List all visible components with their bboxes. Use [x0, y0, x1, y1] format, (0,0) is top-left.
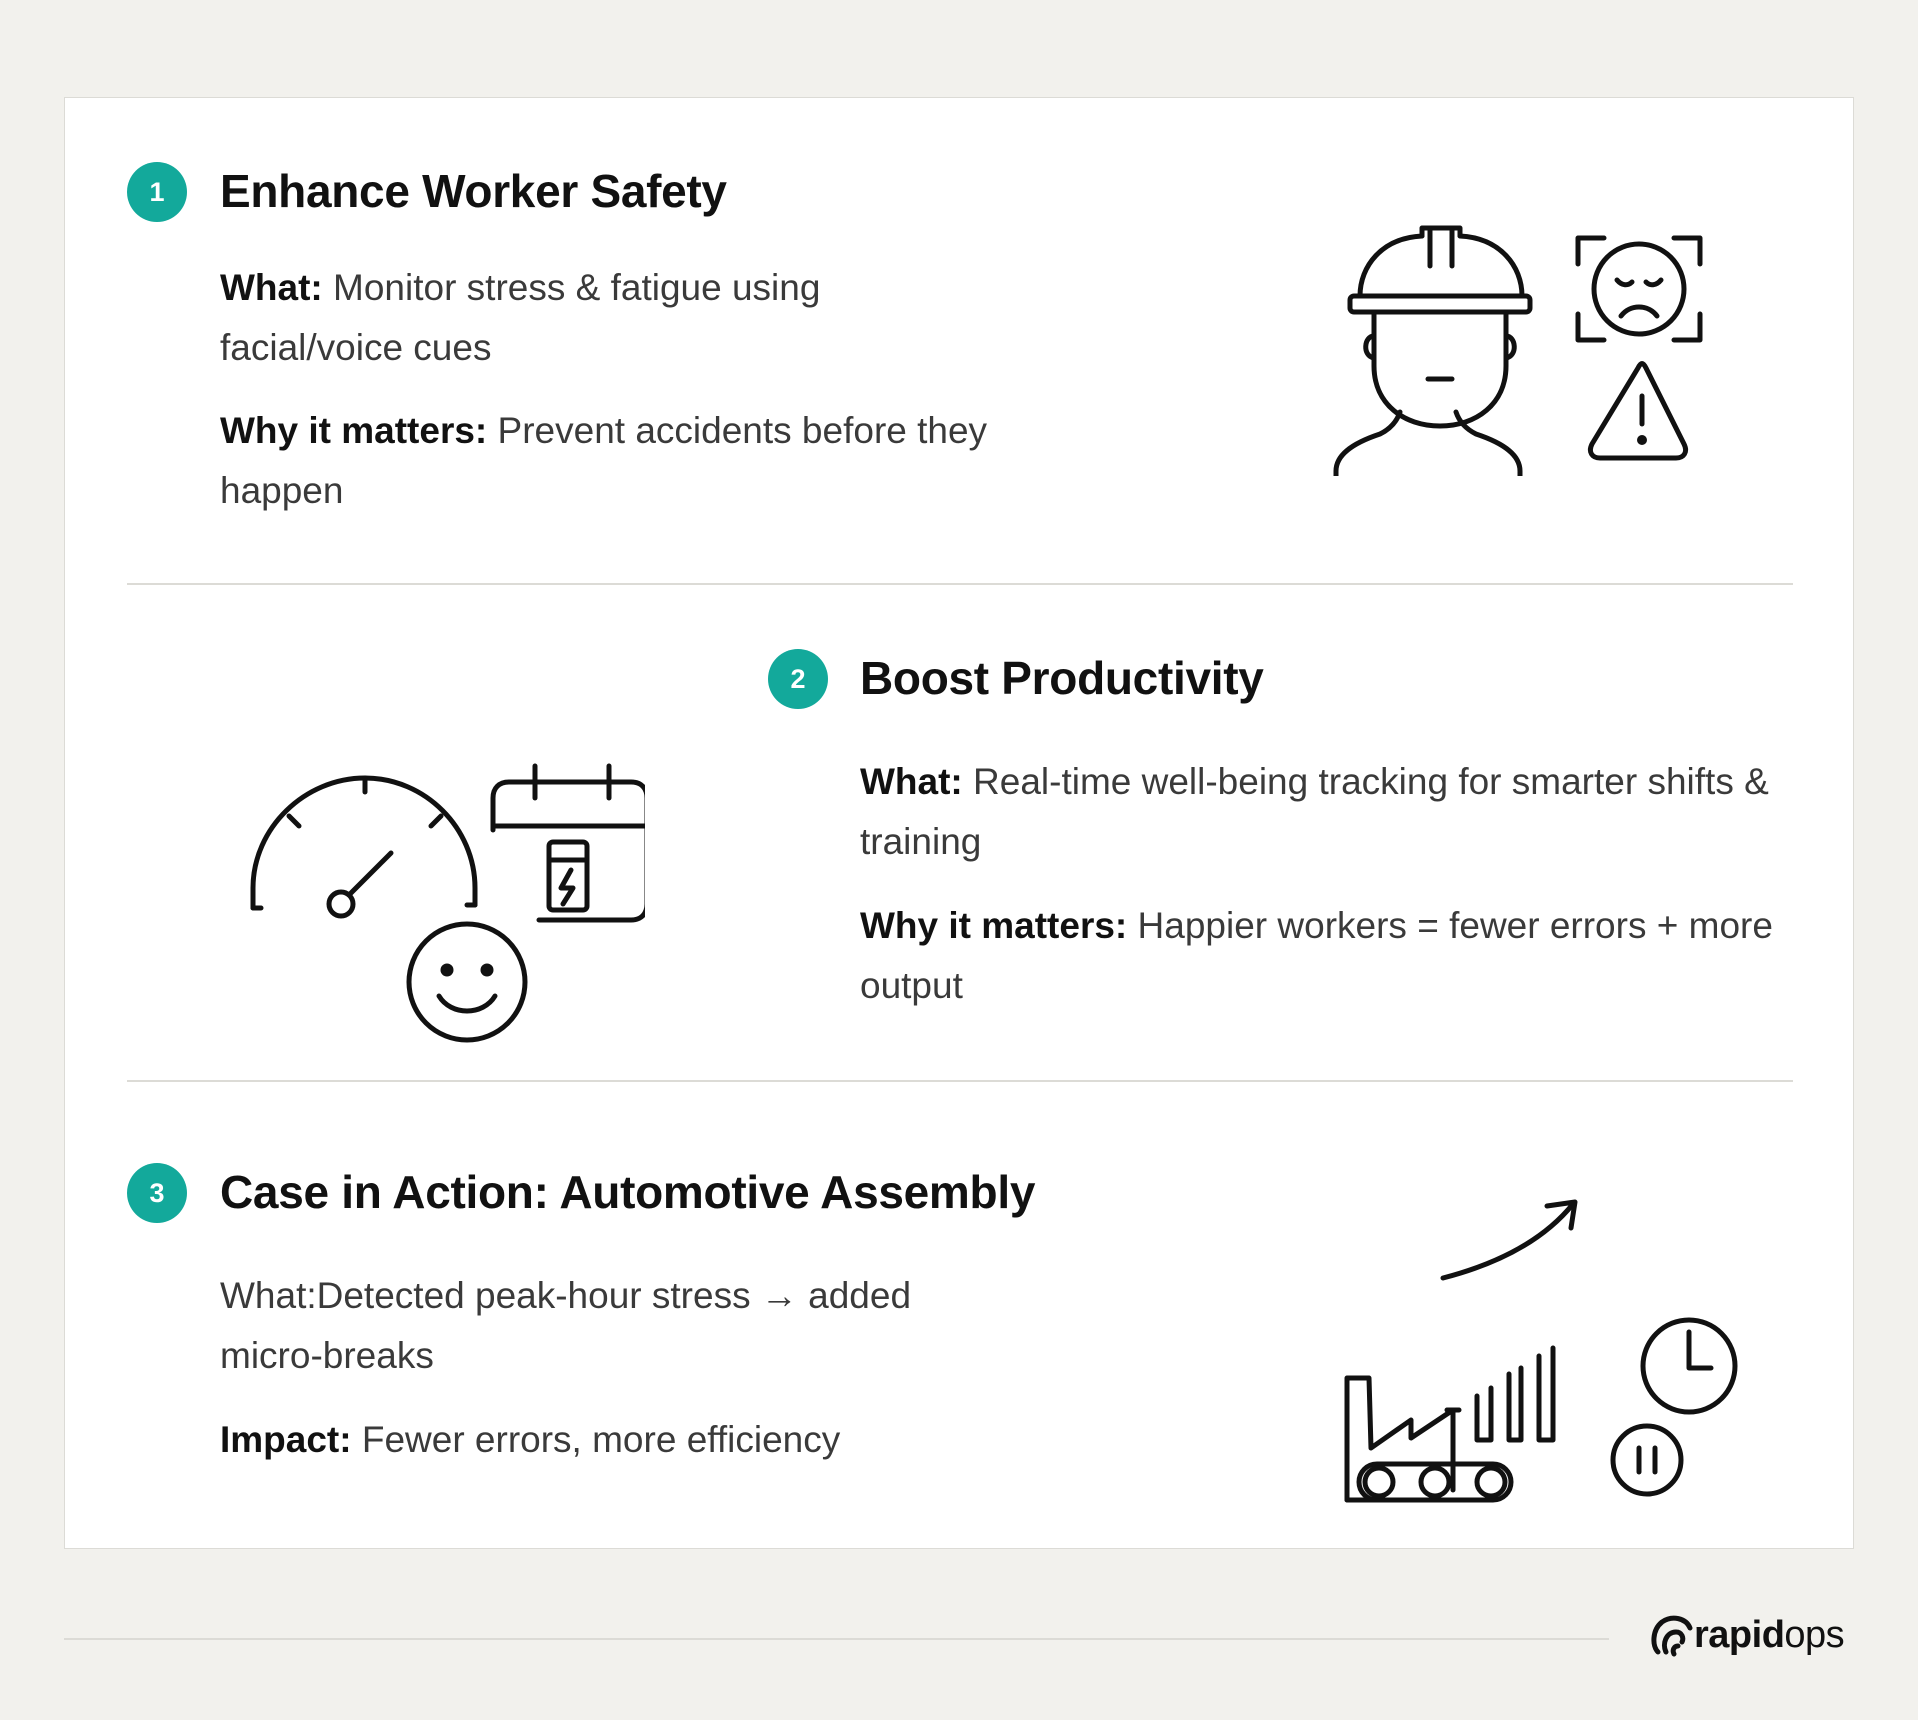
- what-paragraph: What:Detected peak-hour stress → added micro-breaks: [220, 1275, 912, 1376]
- why-text: Happier workers = fewer errors + more output: [860, 905, 1773, 1006]
- section-title: Case in Action: Automotive Assembly: [220, 1166, 1036, 1218]
- what-paragraph: [860, 752, 1780, 872]
- why-label: Why it matters:: [220, 410, 488, 451]
- brand-logo[interactable]: [1648, 1612, 1844, 1658]
- step-badge-2: 2: [768, 649, 828, 709]
- why-paragraph: [220, 401, 1000, 521]
- why-text: Prevent accidents before they happen: [220, 410, 988, 511]
- factory-growth-icon: [1335, 1198, 1755, 1518]
- productivity-icon: [245, 718, 645, 1058]
- section-title: Enhance Worker Safety: [220, 165, 727, 217]
- worker-safety-icon: [1330, 216, 1730, 476]
- impact-paragraph: [220, 1410, 1020, 1470]
- step-badge-1: 1: [127, 162, 187, 222]
- impact-text: Fewer errors, more efficiency: [351, 1419, 841, 1460]
- content-card: [64, 97, 1854, 1549]
- footer-divider: [64, 1638, 1609, 1640]
- brand-name: [1694, 1614, 1844, 1657]
- divider: [127, 583, 1793, 585]
- brand-name-bold: rapid: [1694, 1613, 1785, 1656]
- brand-name-regular: ops: [1784, 1613, 1845, 1656]
- step-badge-3: 3: [127, 1163, 187, 1223]
- divider: [127, 1080, 1793, 1082]
- what-text: Real-time well-being tracking for smarter shifts & training: [860, 761, 1769, 862]
- section-title: Boost Productivity: [860, 652, 1264, 704]
- why-label: Why it matters:: [860, 905, 1128, 946]
- what-label: What:: [860, 761, 963, 802]
- why-paragraph: [860, 896, 1780, 1016]
- what-label: What:: [220, 267, 323, 308]
- rapidops-logo-icon: [1648, 1612, 1694, 1658]
- impact-label: Impact:: [220, 1419, 352, 1460]
- what-paragraph: [220, 258, 1000, 378]
- what-text: Monitor stress & fatigue using facial/voice cues: [220, 267, 821, 368]
